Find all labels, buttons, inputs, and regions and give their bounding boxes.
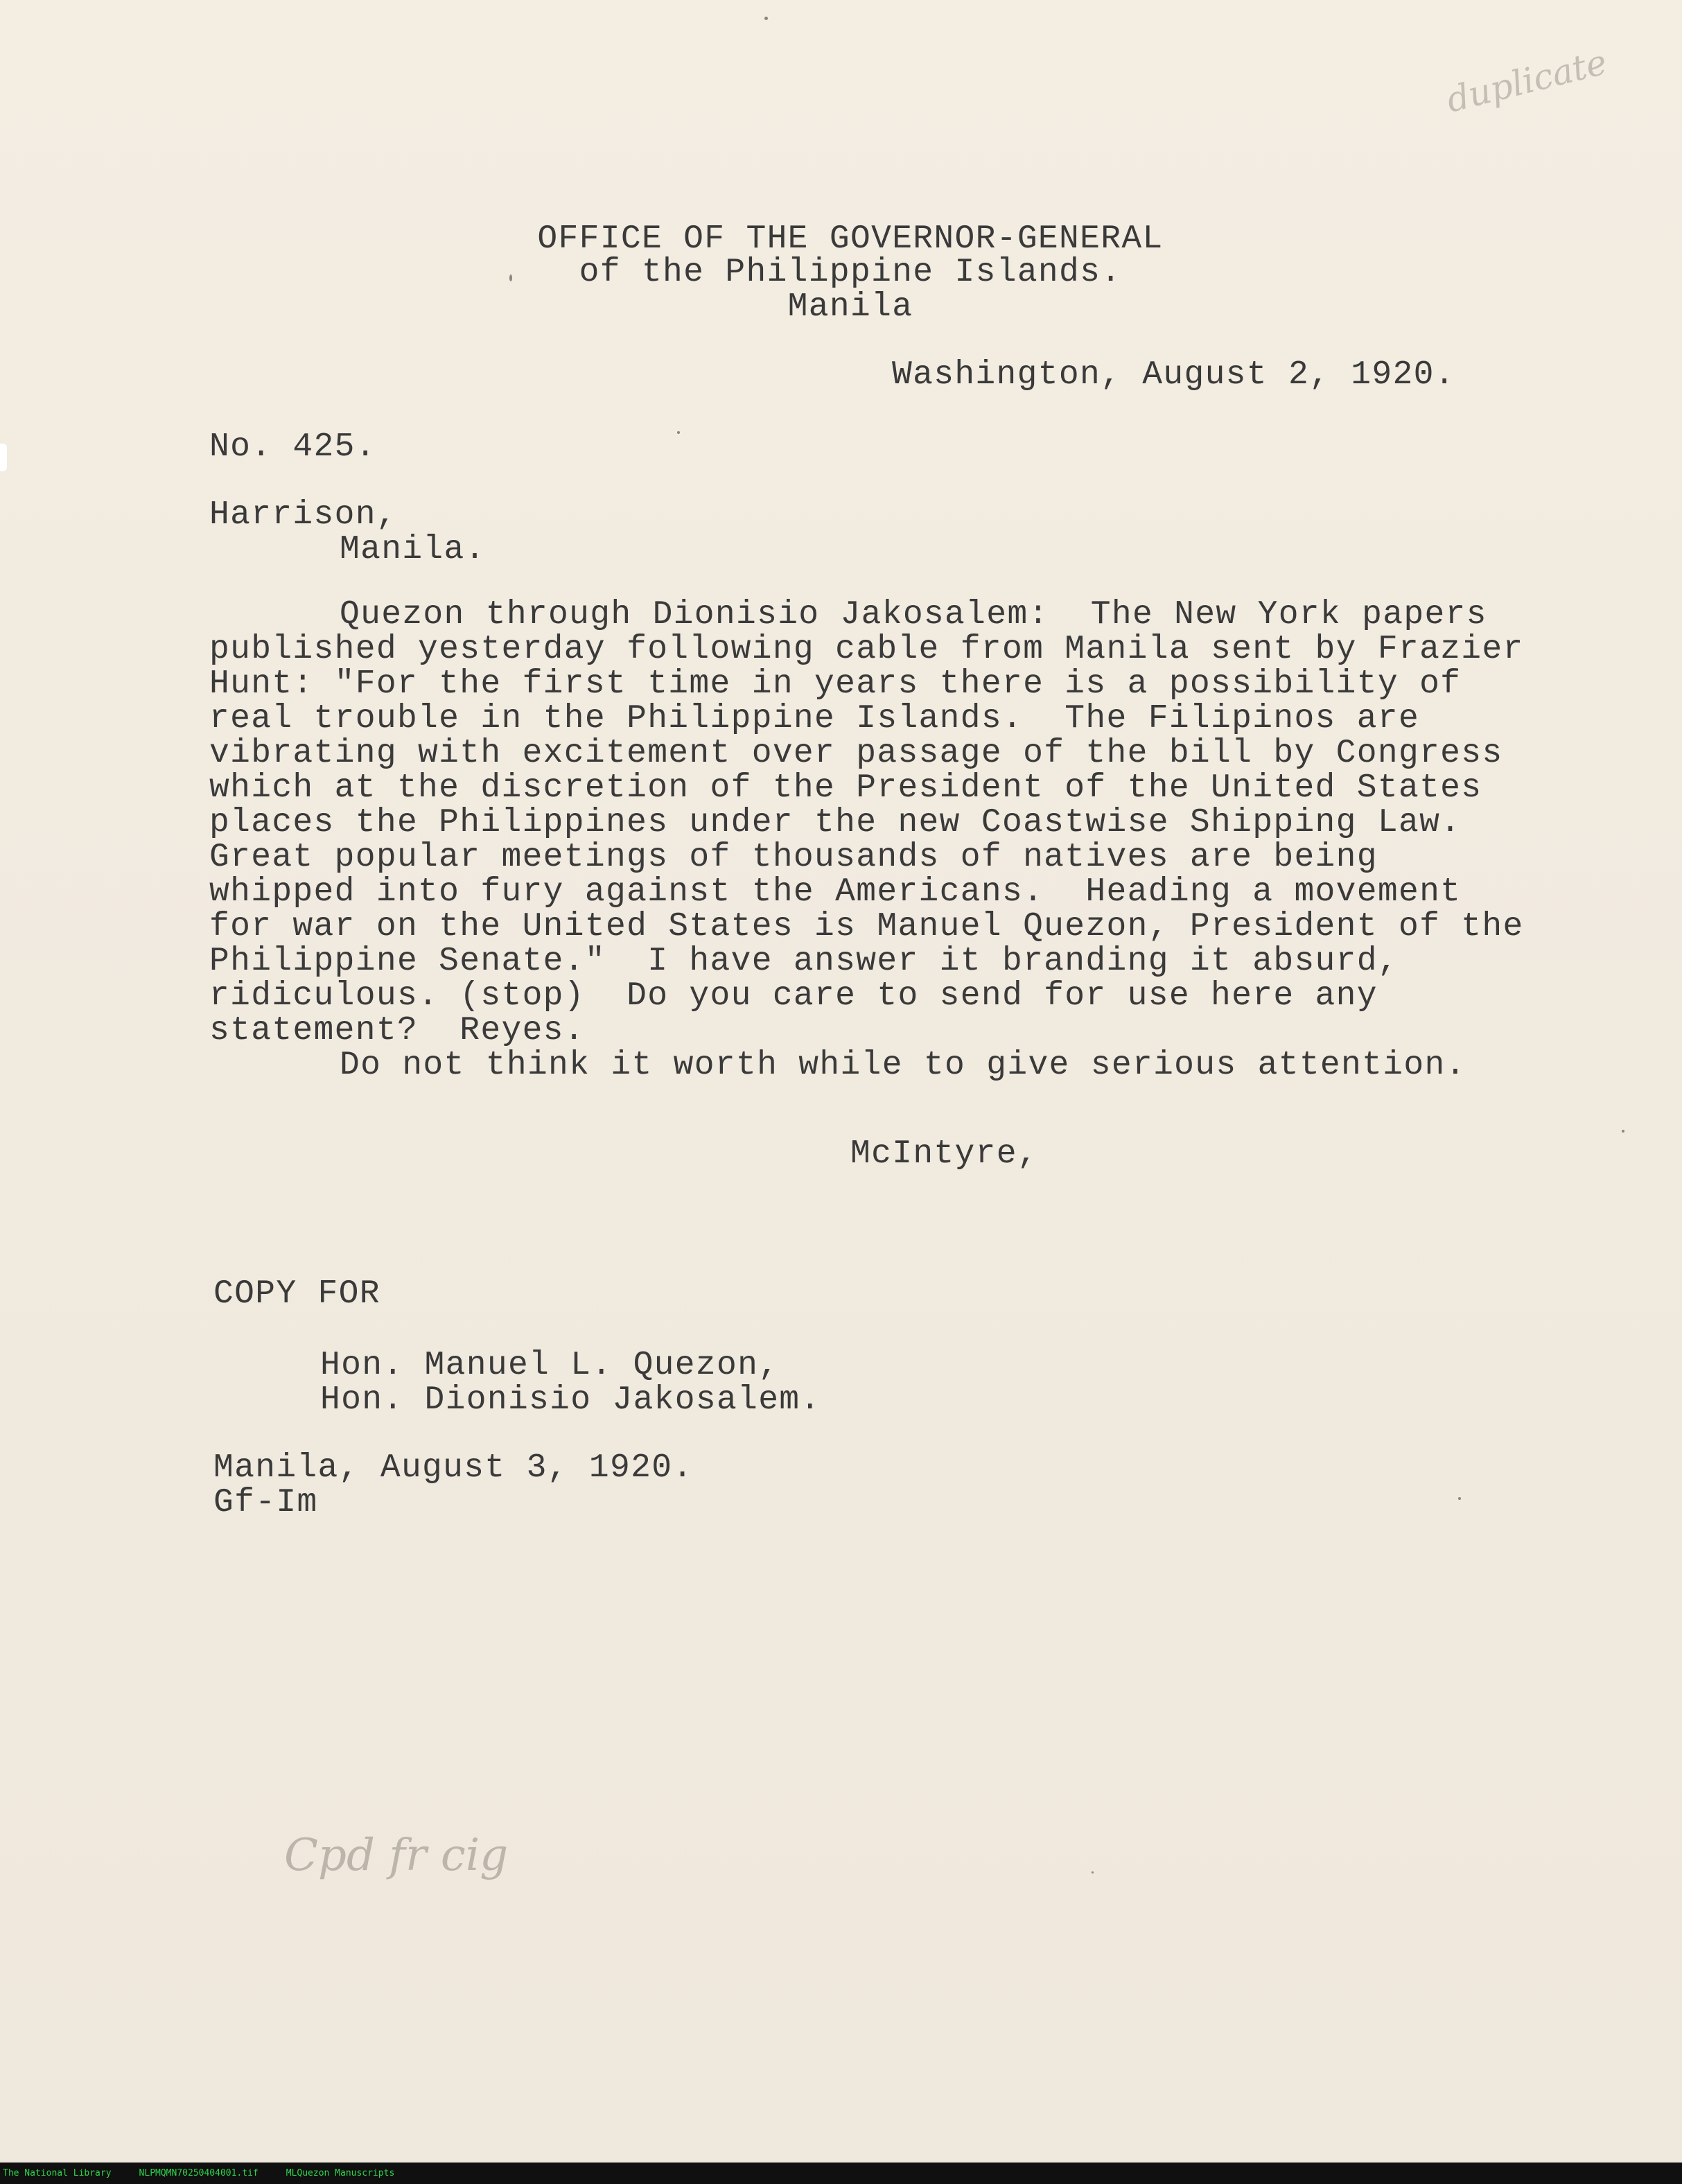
archive-footer xyxy=(0,2163,1682,2184)
body-line-2: published yesterday following cable from Manila sent by Frazier xyxy=(209,631,1524,668)
footer-library: The National Library xyxy=(3,2168,112,2178)
addressee-place: Manila. xyxy=(340,531,486,568)
letterhead-office: OFFICE OF THE GOVERNOR-GENERAL xyxy=(537,220,1164,258)
paper-speck xyxy=(1458,1497,1461,1500)
copy-for-label: COPY FOR xyxy=(213,1275,380,1313)
body-line-3: Hunt: "For the first time in years there is a possibility of xyxy=(209,665,1462,703)
footer-file: NLPMQMN70250404001.tif xyxy=(139,2168,259,2178)
letterhead-city: Manila xyxy=(787,288,913,326)
body-line-14: Do not think it worth while to give serious attention. xyxy=(340,1047,1466,1084)
body-line-8: Great popular meetings of thousands of natives are being xyxy=(209,839,1378,876)
body-line-12: ridiculous. (stop) Do you care to send for use here any xyxy=(209,977,1378,1015)
footer-collection: MLQuezon Manuscripts xyxy=(286,2168,395,2178)
letterhead-islands: of the Philippine Islands. xyxy=(579,254,1122,291)
paper-speck xyxy=(677,431,680,434)
paper-speck xyxy=(509,274,512,281)
body-line-4: real trouble in the Philippine Islands. The Filipinos are xyxy=(209,700,1420,737)
body-line-11: Philippine Senate." I have answer it branding it absurd, xyxy=(209,943,1399,980)
paper-speck xyxy=(1622,1130,1624,1133)
body-line-5: vibrating with excitement over passage of the bill by Congress xyxy=(209,735,1503,772)
body-line-6: which at the discretion of the President of the United States xyxy=(209,769,1482,807)
body-line-1: Quezon through Dionisio Jakosalem: The New York papers xyxy=(340,596,1487,634)
closing-date: Manila, August 3, 1920. xyxy=(213,1449,694,1487)
pencil-note-bottom-left: Cpd fr cig xyxy=(284,1830,509,1881)
addressee-name: Harrison, xyxy=(209,496,397,534)
pencil-note-top-right: duplicate xyxy=(1442,42,1611,121)
body-line-13: statement? Reyes. xyxy=(209,1012,585,1049)
dateline: Washington, August 2, 1920. xyxy=(892,356,1455,394)
cable-number: No. 425. xyxy=(209,428,376,466)
signature: McIntyre, xyxy=(850,1135,1038,1173)
paper-speck xyxy=(764,17,768,20)
paper-speck xyxy=(1092,1871,1094,1873)
body-line-10: for war on the United States is Manuel Quezon, President of the xyxy=(209,908,1524,945)
body-line-7: places the Philippines under the new Coastwise Shipping Law. xyxy=(209,804,1462,841)
page-edge-mark xyxy=(0,444,7,471)
copy-recipient-1: Hon. Manuel L. Quezon, xyxy=(320,1347,780,1384)
typist-initials: Gf-Im xyxy=(213,1484,318,1521)
body-line-9: whipped into fury against the Americans. Heading a movement xyxy=(209,873,1462,911)
copy-recipient-2: Hon. Dionisio Jakosalem. xyxy=(320,1381,821,1419)
